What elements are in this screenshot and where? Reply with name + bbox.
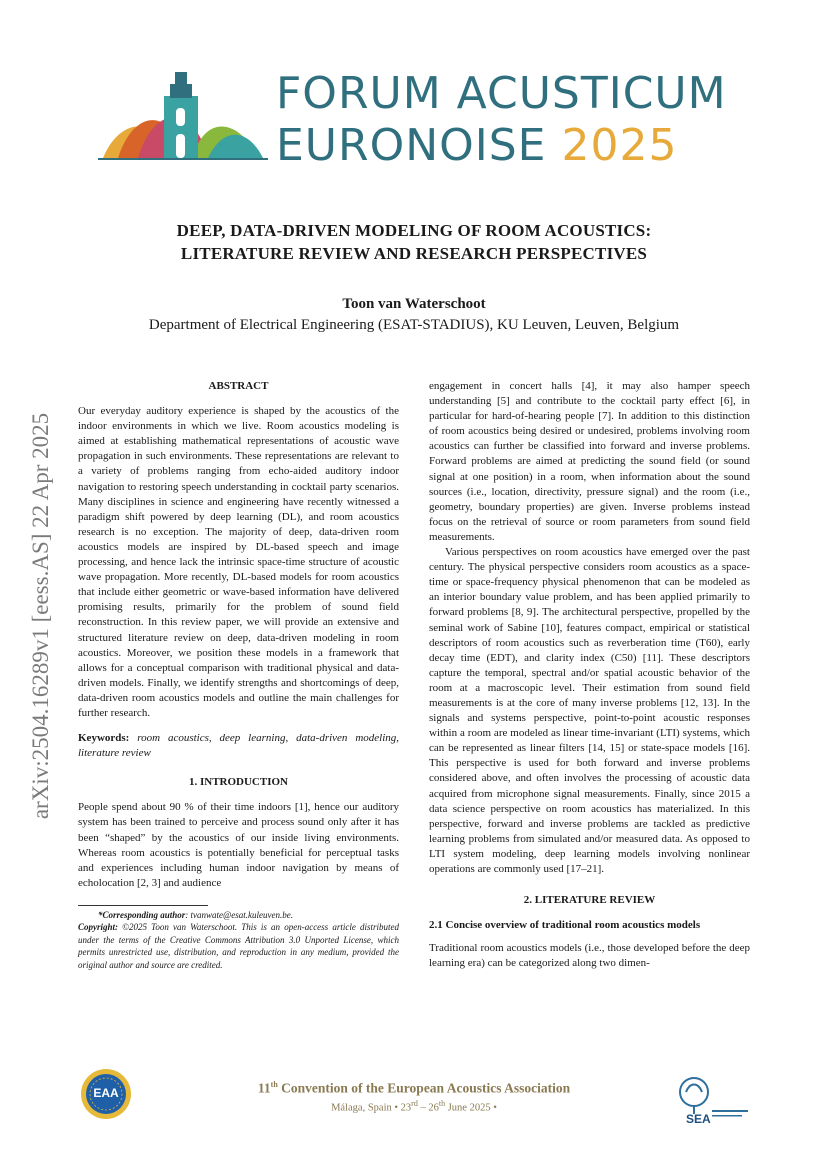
logo-title-line2 (276, 120, 677, 171)
intro-heading: 1. INTRODUCTION (188, 776, 288, 789)
location-sup2: th (438, 1098, 446, 1108)
convention-text: Convention of the European Acoustics Association (277, 1080, 571, 1096)
eaa-logo-text: EAA (93, 1086, 119, 1100)
footer-convention (200, 1080, 628, 1097)
keywords (78, 731, 399, 761)
footnote-corr-text: : tvanwate@esat.kuleuven.be. (185, 909, 294, 920)
literature-heading: 2. LITERATURE REVIEW (523, 894, 656, 907)
left-column (78, 379, 399, 971)
right-para-1: engagement in concert halls [4], it may also hamper speech understanding [5] and contribute to the cocktail party effect [6], in particular for hard-of-hearing people [7]. In addition to this distinction of room acoustics being desired or undesired, problems involving room acoustics can further be classified into forward and inverse problems. Forward problems are aimed at predicting the sound field (or sound signal at one position) in a room, when information about the sound sources (i.e., location, directivity, pressure signal) and the room (i.e., geometry, boundary properties) are given. Inverse problems instead focus on the retrieval of source or room parameters from sound field measurements. (429, 380, 750, 543)
abstract-heading: ABSTRACT (208, 380, 269, 392)
footnote-corresponding (78, 909, 399, 922)
convention-sup: th (270, 1080, 278, 1089)
location-end: June 2025 • (445, 1102, 497, 1113)
right-para-3: Traditional room acoustics models (i.e., those developed before the deep learning era) can be categorized along two dimen- (429, 942, 750, 970)
paper-affiliation: Department of Electrical Engineering (ESAT-STADIUS), KU Leuven, Leuven, Belgium (148, 317, 680, 333)
arxiv-stamp (26, 356, 56, 876)
logo-title-line1: FORUM ACUSTICUM (276, 68, 727, 119)
right-para-2: Various perspectives on room acoustics have emerged over the past century. The physical perspective considers room acoustics as a space-time or space-frequency physical phenomenon that can be modeled as an interior boundary value problem, and has been applied primarily to forward problems [8, 9]. The architectural perspective, propelled by the seminal work of Sabine [10], features compact, empirical or statistical descriptors of room acoustics such as reverberation time (T60), early decay time (EDT), and clarity index (C50) [11]. These descriptors capture the temporal, spectral and/or spatial acoustic behavior of the room at a macroscopic level. Their estimation from sound field measurements is at the core of many inverse problems [12, 13]. In the signals and systems perspective, point-to-point acoustic responses within a room are modeled as linear time-invariant (LTI) systems, which can be represented as linear filters [14, 15] or state-space models [16]. This perspective is used for both forward and inverse problems considered above, and often involves the processing of acoustic data acquired from microphone signal measurements. Finally, since 2015 a data science perspective on room acoustics has materialized. In this perspective, forward and inverse problems are tackled as predictive learning problems from simulated and/or measured data. As opposed to LTI system modeling, deep learning models involving nonlinear operations are commonly used [17–21]. (429, 546, 750, 875)
intro-text: People spend about 90 % of their time indoors [1], hence our auditory system has been trained to perceive and process sound only after it has been “shaped” by the acoustics of our inside living environments. Whereas room acoustics is potentially beneficial for perceptual tasks and experiences including human indoor navigation by means of echolocation [2, 3] and audience (78, 801, 399, 889)
location-start: Málaga, Spain • 23 (331, 1102, 412, 1113)
logo-year: 2025 (561, 120, 678, 171)
paper-title-line2: LITERATURE REVIEW AND RESEARCH PERSPECTIVES (180, 244, 648, 263)
abstract-text: Our everyday auditory experience is shaped by the acoustics of the indoor environments in which we live. Room acoustics modeling is aimed at establishing mathematical representations of acoustic wave propagation in such environments. These representations are relevant to a variety of problems ranging from echo-aided auditory indoor navigation to restoring speech understanding in cocktail party scenarios. Many disciplines in science and engineering have recently witnessed a paradigm shift powered by deep learning (DL), and room acoustics research is no exception. The majority of deep, data-driven room acoustics models are inspired by DL-based speech and image processing, and hence lack the intrinsic space-time structure of acoustic wave propagation. More recently, DL-based models for room acoustics that include either geometric or wave-based information have delivered promising results, primarily for the problem of sound field reconstruction. In this review paper, we will provide an extensive and structured literature review on deep, data-driven modeling in room acoustics. Moreover, we position these models in a framework that allows for a conceptual comparison with traditional physical and data-driven models. Finally, we identify strengths and shortcomings of deep, data-driven room acoustics models and outline the main challenges for further research. (78, 405, 399, 719)
sea-logo-text: SEA (686, 1112, 711, 1126)
footer-location (200, 1099, 628, 1114)
location-mid: – 26 (417, 1102, 439, 1113)
sea-logo (672, 1070, 752, 1128)
footnote-copy-label: Copyright: (78, 922, 119, 933)
subsection-heading: 2.1 Concise overview of traditional room acoustics models (429, 919, 701, 932)
footnote-corr-label: *Corresponding author (98, 909, 186, 920)
paper-title-line1: DEEP, DATA-DRIVEN MODELING OF ROOM ACOUSTICS: (176, 221, 652, 240)
convention-number: 11 (257, 1080, 271, 1096)
location-sup1: rd (411, 1098, 418, 1108)
eaa-logo (80, 1068, 132, 1120)
sea-emblem-icon (672, 1070, 752, 1128)
keywords-text: room acoustics, deep learning, data-driven modeling, literature review (78, 732, 400, 760)
footer (200, 1080, 628, 1113)
footnote-copyright (78, 921, 399, 971)
keywords-label: Keywords: (78, 732, 130, 745)
logo-euronoise: EURONOISE (276, 120, 547, 171)
footnote-rule (78, 905, 208, 906)
conference-logo (98, 66, 738, 171)
footnote-copy-text: ©2025 Toon van Waterschoot. This is an open-access article distributed under the terms of the Creative Commons Attribution 3.0 Unported License, which permits unrestricted use, distribution, and reproduction in any medium, provided the original author and source are credited. (78, 922, 399, 970)
arxiv-id: arXiv:2504.16289v1 [eess.AS] 22 Apr 2025 (28, 412, 53, 820)
right-column (429, 379, 750, 971)
paper-author: Toon van Waterschoot (342, 296, 486, 312)
logo-emblem-icon (98, 66, 268, 166)
